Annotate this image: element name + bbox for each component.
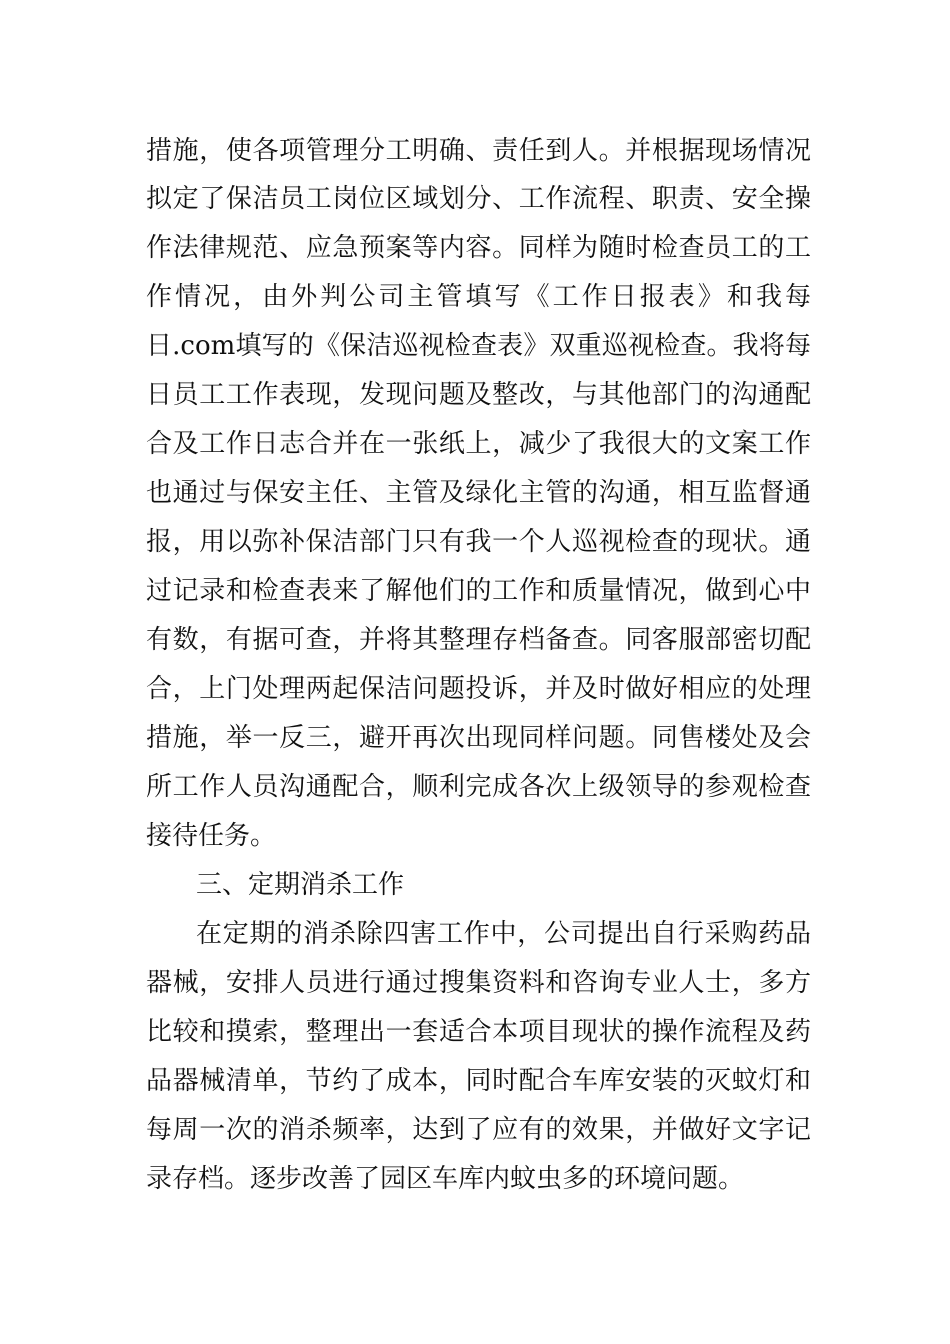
paragraph-line: 所工作人员沟通配合，顺利完成各次上级领导的参观检查: [146, 772, 811, 802]
paragraph-line: 有数，有据可查，并将其整理存档备查。同客服部密切配: [146, 625, 811, 655]
paragraph-line: 品器械清单，节约了成本，同时配合车库安装的灭蚊灯和: [146, 1066, 811, 1096]
paragraph-line: 接待任务。: [146, 821, 277, 851]
paragraph-line: 也通过与保安主任、主管及绿化主管的沟通，相互监督通: [146, 478, 811, 508]
paragraph-line: 每周一次的消杀频率，达到了应有的效果，并做好文字记: [146, 1115, 811, 1145]
paragraph-line: 日.com填写的《保洁巡视检查表》双重巡视检查。我将每: [146, 331, 811, 361]
section-heading: 三、定期消杀工作: [196, 870, 405, 900]
paragraph-line: 报，用以弥补保洁部门只有我一个人巡视检查的现状。通: [146, 527, 811, 557]
paragraph-line: 作情况，由外判公司主管填写《工作日报表》和我每: [146, 282, 811, 312]
paragraph-line: 比较和摸索，整理出一套适合本项目现状的操作流程及药: [146, 1017, 811, 1047]
paragraph-line: 录存档。逐步改善了园区车库内蚊虫多的环境问题。: [146, 1164, 745, 1194]
paragraph-line: 在定期的消杀除四害工作中，公司提出自行采购药品: [196, 919, 811, 949]
paragraph-line: 合及工作日志合并在一张纸上，减少了我很大的文案工作: [146, 429, 811, 459]
paragraph-line: 日员工工作表现，发现问题及整改，与其他部门的沟通配: [146, 380, 811, 410]
paragraph-line: 合，上门处理两起保洁问题投诉，并及时做好相应的处理: [146, 674, 811, 704]
paragraph-line: 措施，举一反三，避开再次出现同样问题。同售楼处及会: [146, 723, 811, 753]
paragraph-line: 措施，使各项管理分工明确、责任到人。并根据现场情况: [146, 136, 811, 166]
paragraph-line: 器械，安排人员进行通过搜集资料和咨询专业人士，多方: [146, 968, 811, 998]
paragraph-line: 作法律规范、应急预案等内容。同样为随时检查员工的工: [146, 233, 811, 263]
paragraph-line: 拟定了保洁员工岗位区域划分、工作流程、职责、安全操: [146, 184, 811, 214]
paragraph-line: 过记录和检查表来了解他们的工作和质量情况，做到心中: [146, 576, 811, 606]
